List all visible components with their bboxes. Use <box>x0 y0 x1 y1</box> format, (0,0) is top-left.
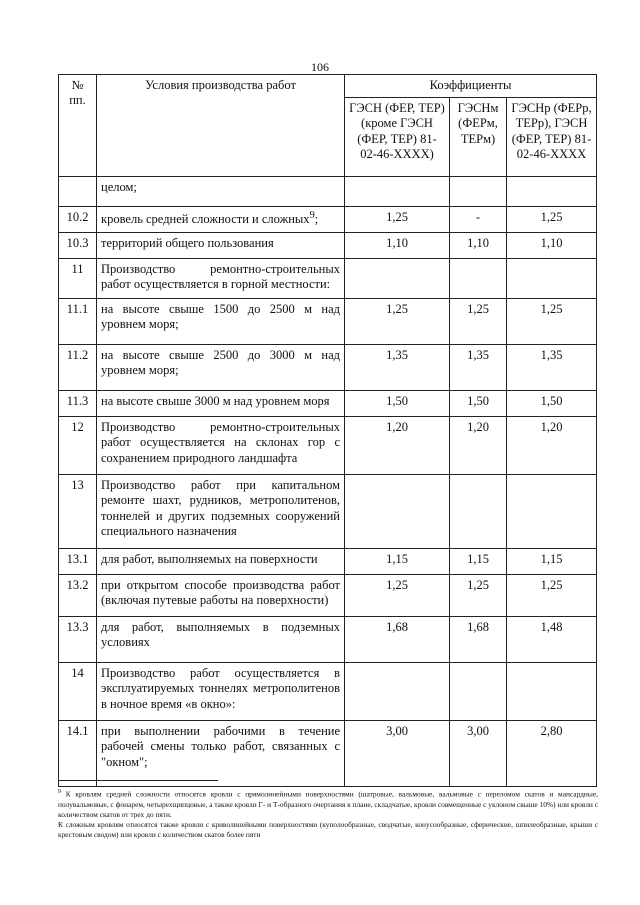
coefficient-value-3: 1,50 <box>507 391 597 417</box>
coefficient-value-2: 1,68 <box>450 617 507 663</box>
header-coefficients: Коэффициенты <box>345 75 597 98</box>
table-row <box>59 233 597 259</box>
coefficient-value-1: 1,25 <box>345 207 450 233</box>
header-gesnr: ГЭСНр (ФЕРр, ТЕРр), ГЭСН (ФЕР, ТЕР) 81-02-46-ХХХХ <box>507 98 597 177</box>
coefficient-value-2 <box>450 259 507 299</box>
table-row <box>59 259 597 299</box>
table-row <box>59 549 597 575</box>
header-conditions: Условия производства работ <box>97 75 345 177</box>
row-condition: Производство ремонтно-строительных работ осуществляется на склонах гор с сохранением природного ландшафта <box>97 417 345 475</box>
coefficient-value-2 <box>450 177 507 207</box>
coefficient-value-1: 1,15 <box>345 549 450 575</box>
row-condition: на высоте свыше 1500 до 2500 м над уровнем моря; <box>97 299 345 345</box>
row-number: 11.3 <box>59 391 97 417</box>
row-number: 11 <box>59 259 97 299</box>
coefficient-value-3: 1,25 <box>507 299 597 345</box>
row-condition <box>97 207 345 233</box>
row-condition: при открытом способе производства работ (включая путевые работы на поверхности) <box>97 575 345 617</box>
row-condition: на высоте свыше 2500 до 3000 м над уровнем моря; <box>97 345 345 391</box>
row-condition: Производство ремонтно-строительных работ осуществляется в горной местности: <box>97 259 345 299</box>
table-row <box>59 575 597 617</box>
table-body <box>59 177 597 787</box>
coefficient-value-1: 1,25 <box>345 299 450 345</box>
table-row <box>59 417 597 475</box>
coefficient-value-2: 1,20 <box>450 417 507 475</box>
row-number: 11.2 <box>59 345 97 391</box>
coefficient-value-2 <box>450 663 507 721</box>
row-number: 12 <box>59 417 97 475</box>
coefficient-value-2: - <box>450 207 507 233</box>
coefficient-value-1: 1,10 <box>345 233 450 259</box>
row-number: 14 <box>59 663 97 721</box>
condition-text: кровель средней сложности и сложных <box>101 212 310 227</box>
row-number: 13 <box>59 475 97 549</box>
coefficient-value-2: 3,00 <box>450 721 507 787</box>
row-condition: целом; <box>97 177 345 207</box>
coefficient-value-1 <box>345 663 450 721</box>
coefficient-value-1: 1,68 <box>345 617 450 663</box>
coefficient-value-1: 3,00 <box>345 721 450 787</box>
coefficient-value-2: 1,15 <box>450 549 507 575</box>
coefficient-value-3 <box>507 177 597 207</box>
row-condition: на высоте свыше 3000 м над уровнем моря <box>97 391 345 417</box>
coefficient-value-3: 2,80 <box>507 721 597 787</box>
footnote-paragraph-1 <box>58 788 598 820</box>
row-condition: для работ, выполняемых в подземных условиях <box>97 617 345 663</box>
header-number: № пп. <box>59 75 97 177</box>
table-row <box>59 617 597 663</box>
footnote <box>58 788 598 841</box>
row-number: 13.2 <box>59 575 97 617</box>
coefficient-value-2: 1,25 <box>450 299 507 345</box>
coefficient-value-3: 1,25 <box>507 575 597 617</box>
coefficient-value-3: 1,15 <box>507 549 597 575</box>
coefficient-value-3: 1,20 <box>507 417 597 475</box>
coefficient-value-3: 1,48 <box>507 617 597 663</box>
footnote-paragraph-2: К сложным кровлям относятся также кровли с криволинейными поверхностями (куполообразные, сводчатые, конусообразные, сферические, шпилеобразные, крыши с крестовым сводом) или кровли с количеством скатов более пяти <box>58 820 598 840</box>
header-gesn: ГЭСН (ФЕР, ТЕР) (кроме ГЭСН (ФЕР, ТЕР) 81-02-46-ХХХХ) <box>345 98 450 177</box>
coefficient-value-2: 1,25 <box>450 575 507 617</box>
row-condition: при выполнении рабочими в течение рабочей смены только работ, связанных с "окном"; <box>97 721 345 787</box>
coefficient-value-1: 1,25 <box>345 575 450 617</box>
row-number: 14.1 <box>59 721 97 787</box>
coefficient-value-3 <box>507 663 597 721</box>
row-number: 13.1 <box>59 549 97 575</box>
coefficient-value-3: 1,25 <box>507 207 597 233</box>
coefficient-value-1: 1,50 <box>345 391 450 417</box>
coefficient-value-3: 1,35 <box>507 345 597 391</box>
header-gesnm: ГЭСНм (ФЕРм, ТЕРм) <box>450 98 507 177</box>
row-condition: Производство работ при капитальном ремонте шахт, рудников, метрополитенов, тоннелей и других подземных сооружений специального назначения <box>97 475 345 549</box>
coefficient-value-1: 1,20 <box>345 417 450 475</box>
coefficient-value-3 <box>507 475 597 549</box>
footnote-divider <box>58 780 218 781</box>
row-number <box>59 177 97 207</box>
footnote-mark: 9 <box>58 789 62 795</box>
coefficient-value-1: 1,35 <box>345 345 450 391</box>
coefficient-value-3 <box>507 259 597 299</box>
table-row <box>59 345 597 391</box>
row-number: 13.3 <box>59 617 97 663</box>
row-condition: территорий общего пользования <box>97 233 345 259</box>
row-condition: Производство работ осуществляется в эксплуатируемых тоннелях метрополитенов в ночное время «в окно»: <box>97 663 345 721</box>
footnote-text-1: К кровлям средней сложности относятся кровли с прямолинейными поверхностями (шатровые, вальмовые, вальмовые с переломом скатов и мансардные, полувальмовые, с фонарем, четырехщипцовые, а также кровли Г- и Т-образного очертания в плане, складчатые, кровли совмещенные с уклоном свыше 10%) или кровли с количеством скатов от трех до пяти. <box>58 789 598 819</box>
footnote-reference: 9 <box>309 210 315 221</box>
row-number: 10.3 <box>59 233 97 259</box>
row-number: 11.1 <box>59 299 97 345</box>
row-condition: для работ, выполняемых на поверхности <box>97 549 345 575</box>
coefficient-value-1 <box>345 177 450 207</box>
page-number: 106 <box>311 60 329 74</box>
coefficient-value-2: 1,10 <box>450 233 507 259</box>
condition-tail: ; <box>314 212 319 227</box>
coefficient-value-2 <box>450 475 507 549</box>
table-row <box>59 475 597 549</box>
table-row <box>59 299 597 345</box>
coefficient-value-1 <box>345 259 450 299</box>
row-number: 10.2 <box>59 207 97 233</box>
table-row <box>59 177 597 207</box>
coefficient-value-1 <box>345 475 450 549</box>
coefficient-value-2: 1,35 <box>450 345 507 391</box>
coefficient-value-3: 1,10 <box>507 233 597 259</box>
table-row <box>59 663 597 721</box>
coefficients-table <box>58 74 597 787</box>
table-row <box>59 391 597 417</box>
coefficient-value-2: 1,50 <box>450 391 507 417</box>
table-row <box>59 207 597 233</box>
table-row <box>59 721 597 787</box>
